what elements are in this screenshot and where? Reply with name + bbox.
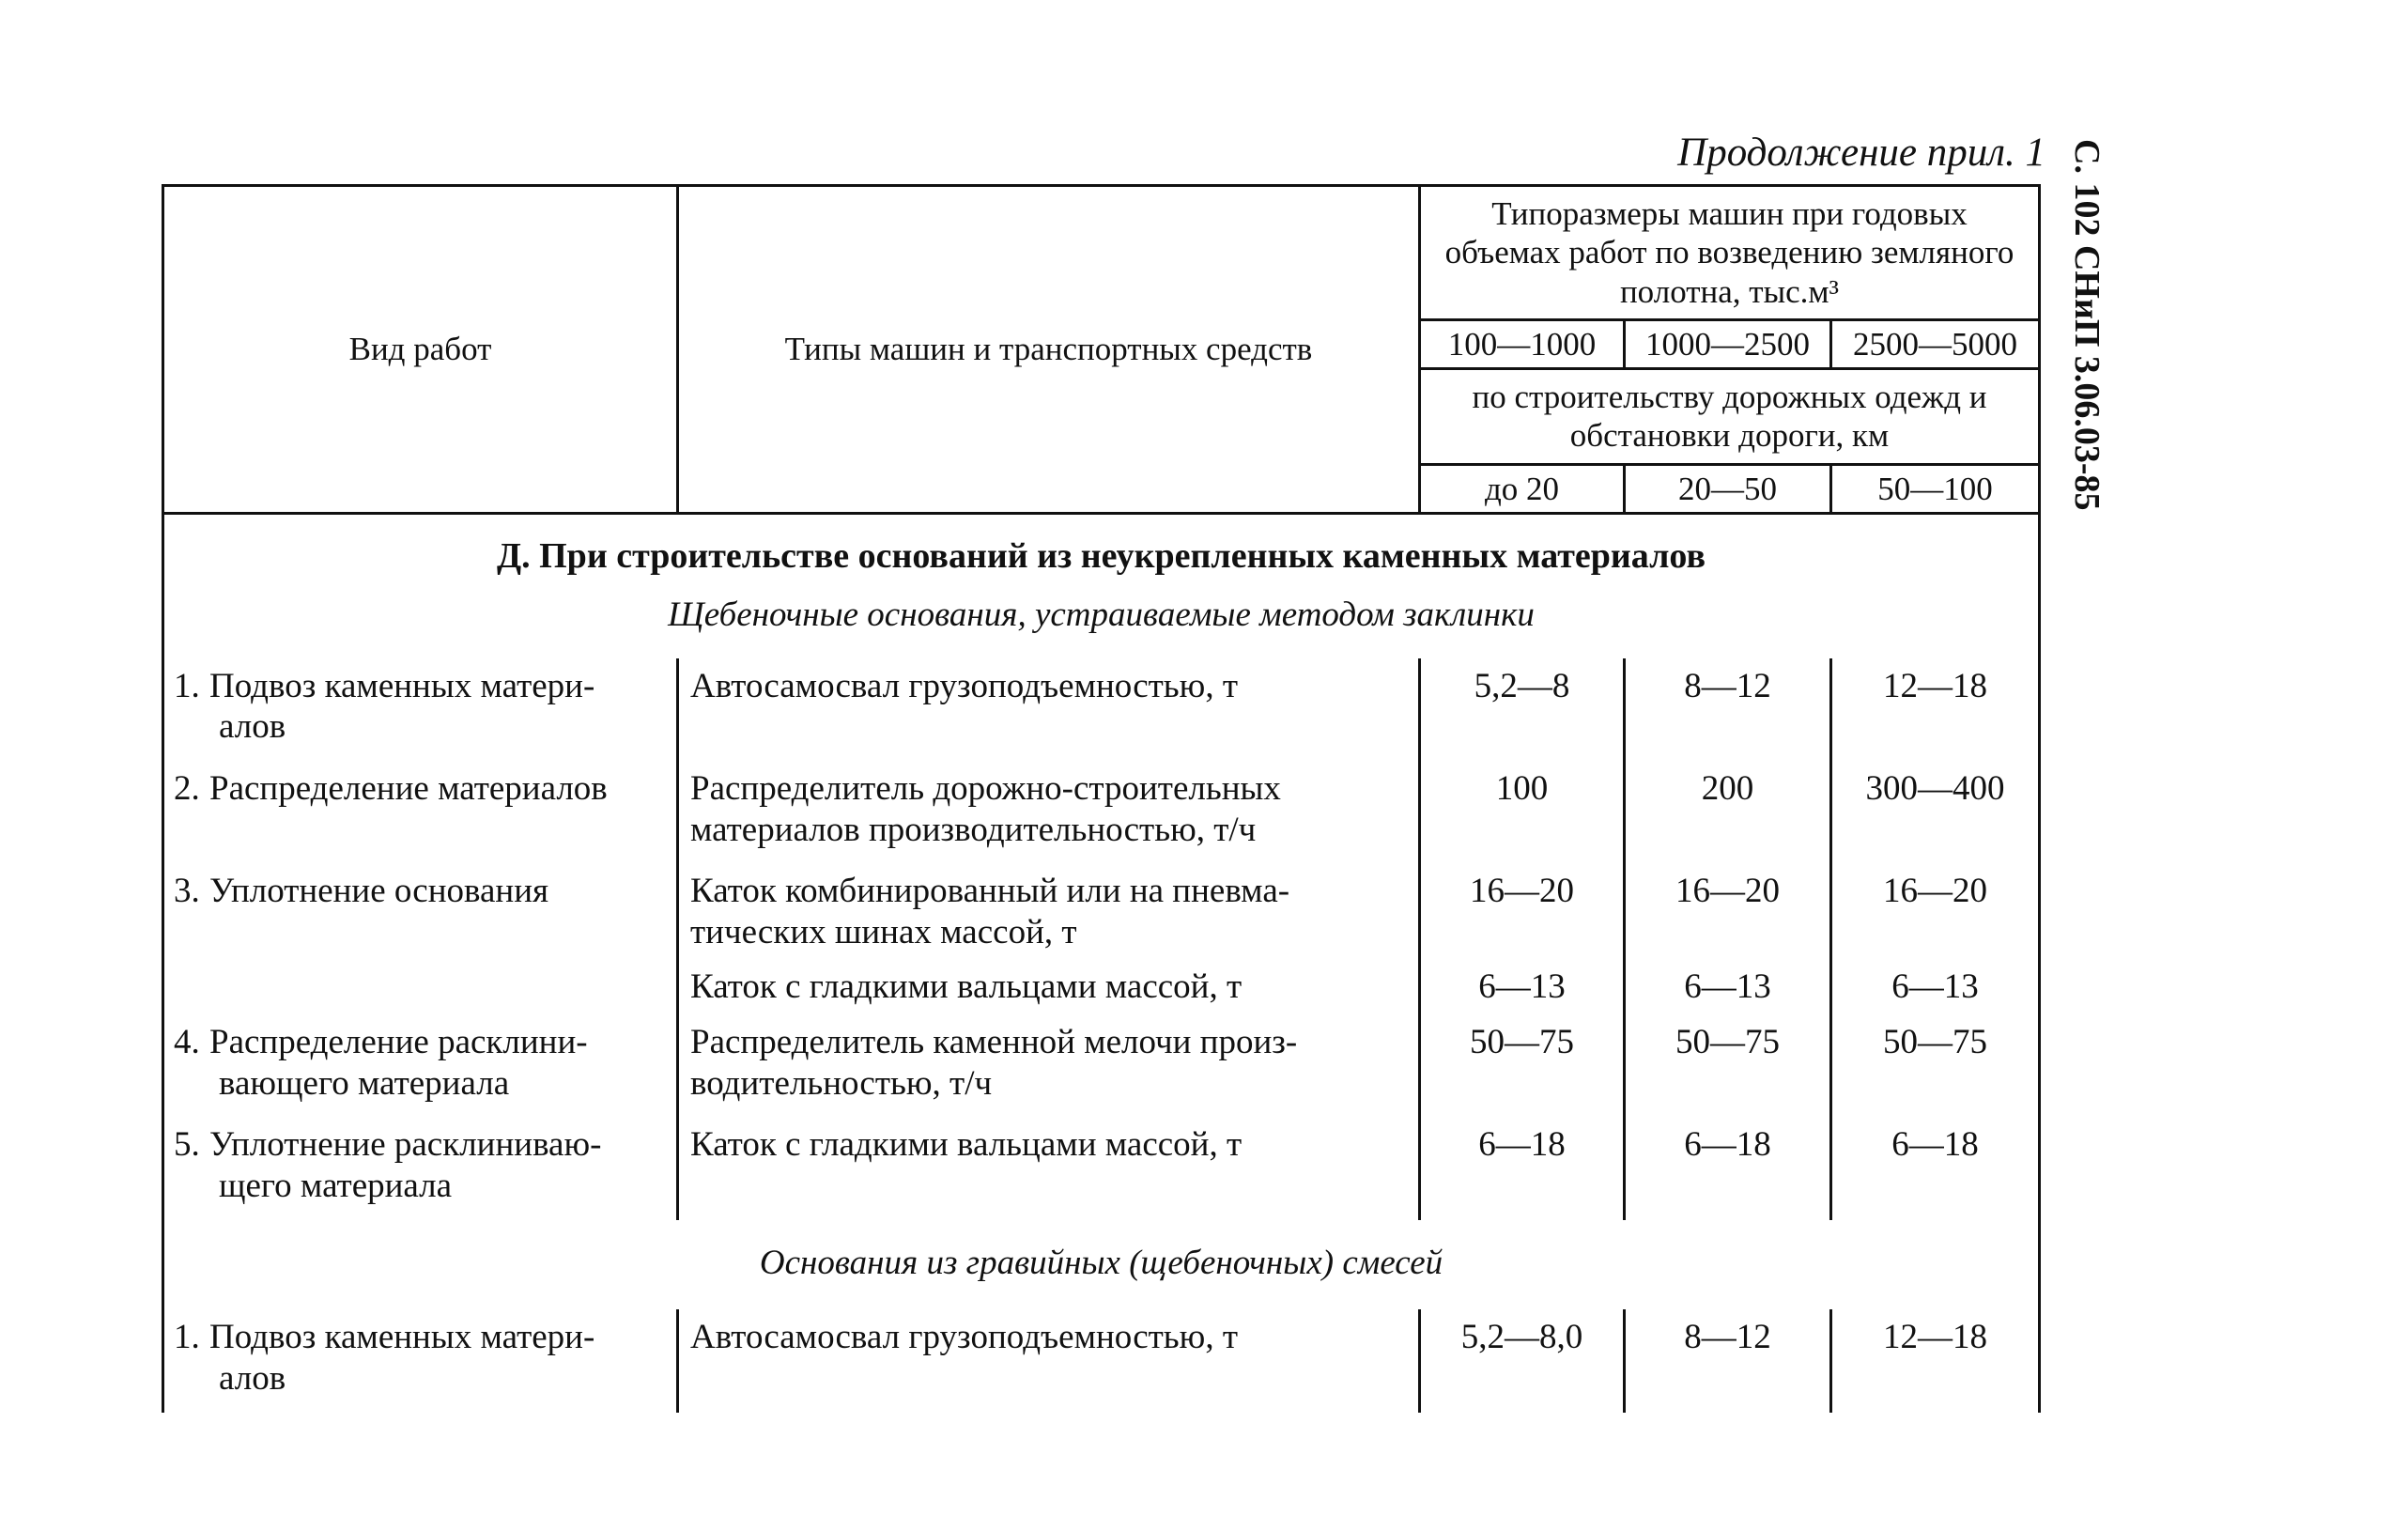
header-machine-types: Типы машин и транспортных средств [678,186,1420,514]
work-type-cell [163,1117,678,1219]
size-value-cell: 6—13 [1420,967,1625,1015]
size-value-cell: 8—12 [1625,658,1831,761]
size-value-cell: 5,2—8,0 [1420,1309,1625,1412]
row-number: 5. [174,1125,200,1165]
size-value-cell: 50—75 [1420,1014,1625,1117]
machine-type-cell: Каток комбинированный или на пневма-тических шинах массой, т [678,863,1420,966]
work-type-continuation: алов [219,1359,286,1399]
size-value-cell: 300—400 [1831,761,2040,863]
size-value-cell: 6—13 [1625,967,1831,1015]
size-value-cell: 16—20 [1420,863,1625,966]
row-number: 1. [174,1318,200,1357]
size-value-cell: 8—12 [1625,1309,1831,1412]
table-row [163,863,2040,966]
size-value-cell: 6—18 [1625,1117,1831,1219]
size-value-cell: 5,2—8 [1420,658,1625,761]
work-type-cell [163,1309,678,1412]
continuation-label: Продолжение прил. 1 [1677,131,2045,175]
table-row [163,658,2040,761]
row-number: 1. [174,666,200,705]
work-type-continuation: вающего материала [219,1063,510,1103]
table-row [163,1309,2040,1412]
header-range-2: 1000—2500 [1625,319,1831,368]
header-distance-2: 20—50 [1625,464,1831,513]
row-number: 4. [174,1023,200,1062]
machine-type-cell: Каток с гладкими вальцами массой, т [678,967,1420,1015]
machine-type-cell: Каток с гладкими вальцами массой, т [678,1117,1420,1219]
subsection-title: Щебеночные основания, устраиваемые методом заклинки [163,595,2040,658]
size-value-cell: 12—18 [1831,658,2040,761]
machine-type-cell: Автосамосвал грузоподъемностью, т [678,658,1420,761]
row-number: 3. [174,872,200,911]
table-row [163,1117,2040,1219]
side-page-label: С. 102 СНиП 3.06.03-85 [2067,139,2107,511]
work-type-continuation: алов [219,707,286,747]
work-type-continuation: щего материала [219,1167,453,1206]
header-distance-1: до 20 [1420,464,1625,513]
size-value-cell: 50—75 [1625,1014,1831,1117]
size-value-cell: 16—20 [1831,863,2040,966]
size-value-cell: 50—75 [1831,1014,2040,1117]
header-work-type: Вид работ [163,186,678,514]
work-type-cell [163,863,678,966]
subsection-title: Основания из гравийных (щебеночных) смесей [163,1220,2040,1310]
header-group-pavement: по строительству дорожных одежд и обстановки дороги, км [1420,369,2040,465]
header-range-3: 2500—5000 [1831,319,2040,368]
work-type-text: Распределение расклини- [209,1023,588,1062]
machine-type-cell: Автосамосвал грузоподъемностью, т [678,1309,1420,1412]
work-type-text: Уплотнение основания [209,872,549,911]
size-value-cell: 6—18 [1831,1117,2040,1219]
work-type-text: Уплотнение расклиниваю- [209,1125,602,1165]
machine-type-cell: Распределитель дорожно-строительных материалов производительностью, т/ч [678,761,1420,863]
size-value-cell: 6—18 [1420,1117,1625,1219]
work-type-cell [163,761,678,863]
work-type-cell [163,658,678,761]
header-distance-3: 50—100 [1831,464,2040,513]
work-type-text: Подвоз каменных матери- [209,666,595,705]
work-type-text: Подвоз каменных матери- [209,1318,595,1357]
size-value-cell: 200 [1625,761,1831,863]
table-row [163,761,2040,863]
machines-table [162,184,2041,1413]
work-type-text: Распределение материалов [209,768,608,808]
section-title: Д. При строительстве оснований из неукрепленных каменных материалов [163,514,2040,595]
size-value-cell: 100 [1420,761,1625,863]
row-number: 2. [174,768,200,808]
table-row [163,967,2040,1015]
machine-type-cell: Распределитель каменной мелочи произ-водительностью, т/ч [678,1014,1420,1117]
size-value-cell: 12—18 [1831,1309,2040,1412]
work-type-cell [163,1014,678,1117]
header-range-1: 100—1000 [1420,319,1625,368]
table-row [163,1014,2040,1117]
work-type-cell [163,967,678,1015]
header-group-earthworks: Типоразмеры машин при годовых объемах работ по возведению земляного полотна, тыс.м³ [1420,186,2040,320]
size-value-cell: 6—13 [1831,967,2040,1015]
size-value-cell: 16—20 [1625,863,1831,966]
